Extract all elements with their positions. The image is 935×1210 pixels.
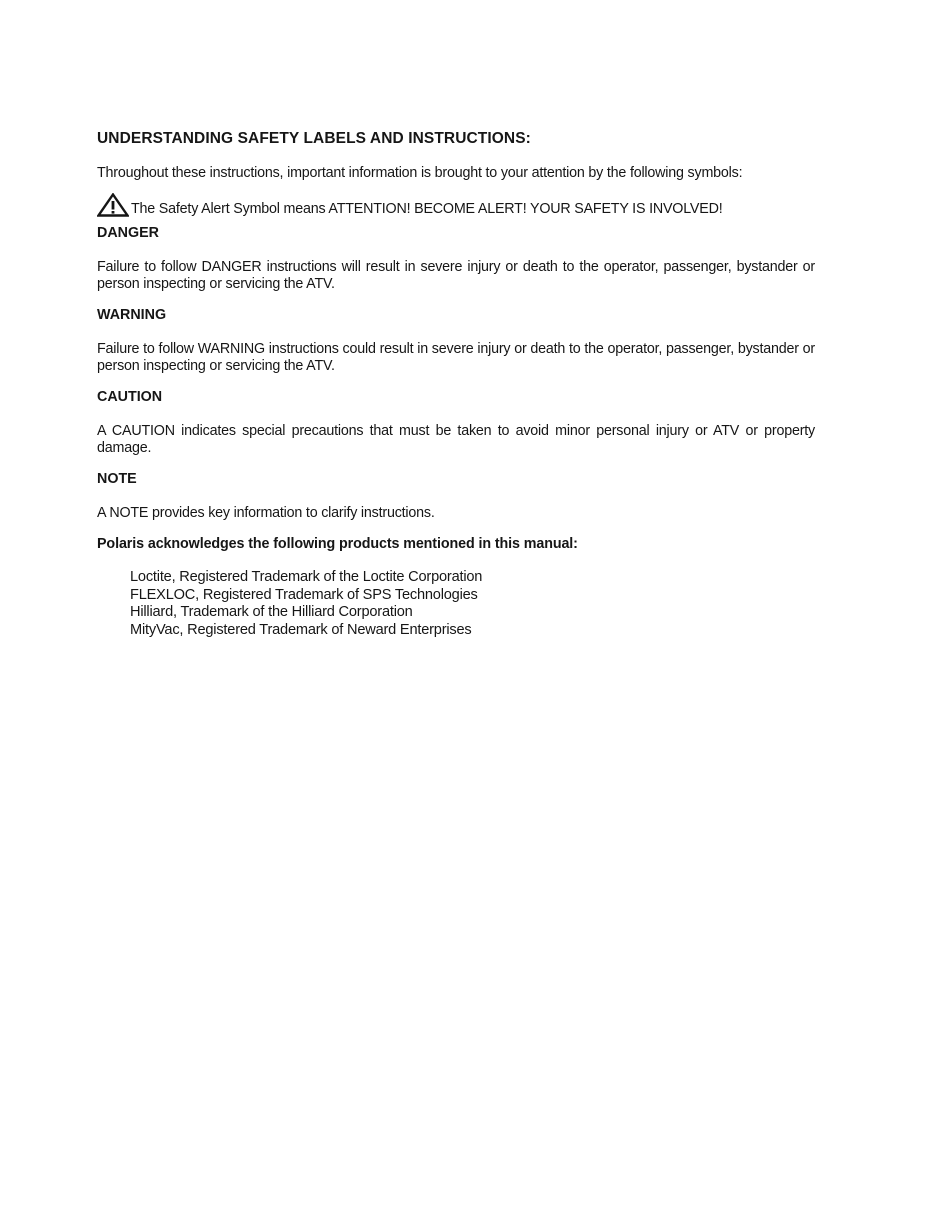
warning-body: Failure to follow WARNING instructions could result in severe injury or death to the operator, passenger, bystander or person inspecting or servicing the ATV. — [97, 341, 815, 374]
warning-triangle-icon — [97, 193, 129, 217]
page-title: UNDERSTANDING SAFETY LABELS AND INSTRUCTIONS: — [97, 130, 531, 147]
acknowledgements-heading: Polaris acknowledges the following products mentioned in this manual: — [97, 536, 578, 552]
trademark-item: Loctite, Registered Trademark of the Loctite Corporation — [130, 569, 483, 585]
note-body: A NOTE provides key information to clarify instructions. — [97, 505, 435, 521]
trademark-list — [130, 569, 815, 639]
safety-alert-line — [97, 193, 815, 217]
intro-text: Throughout these instructions, important information is brought to your attention by the following symbols: — [97, 165, 743, 181]
danger-heading: DANGER — [97, 225, 159, 241]
caution-heading: CAUTION — [97, 389, 163, 405]
trademark-item: FLEXLOC, Registered Trademark of SPS Technologies — [130, 586, 478, 603]
safety-alert-text: The Safety Alert Symbol means ATTENTION! BECOME ALERT! YOUR SAFETY IS INVOLVED! — [131, 201, 723, 217]
note-heading: NOTE — [97, 471, 137, 487]
trademark-item: MityVac, Registered Trademark of Neward Enterprises — [130, 621, 472, 638]
caution-body: A CAUTION indicates special precautions that must be taken to avoid minor personal injury or ATV or property damage. — [97, 423, 815, 456]
danger-body: Failure to follow DANGER instructions will result in severe injury or death to the operator, passenger, bystander or person inspecting or servicing the ATV. — [97, 259, 815, 292]
trademark-item: Hilliard, Trademark of the Hilliard Corporation — [130, 604, 413, 620]
manual-page — [97, 130, 815, 639]
warning-heading: WARNING — [97, 307, 167, 323]
